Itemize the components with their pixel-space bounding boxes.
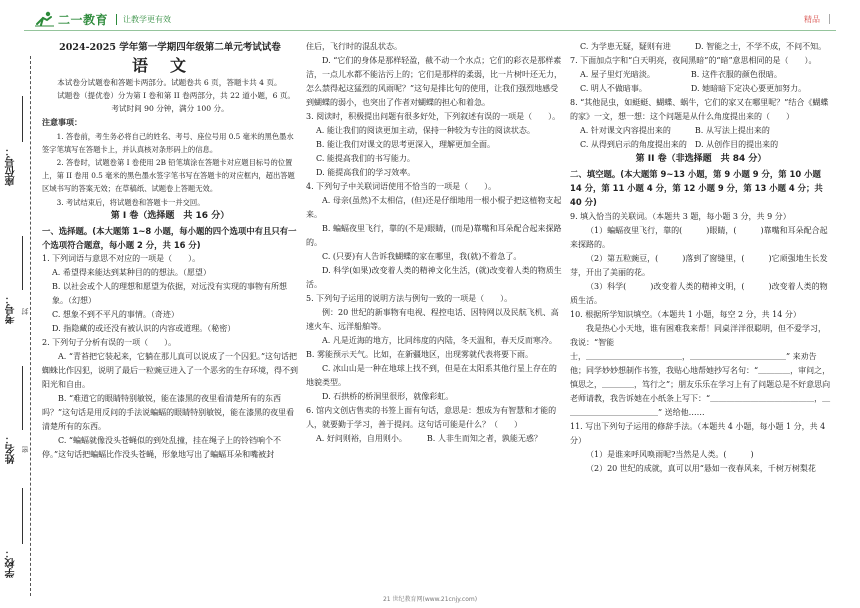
column-2 bbox=[306, 40, 564, 446]
section-2-heading: 第 II 卷（非选择题 共 84 分） bbox=[635, 154, 767, 164]
column-3 bbox=[570, 40, 832, 476]
q11-item-2: （2）20 世纪的成就，真可以用“悬如一夜春风来，千树万树梨花 bbox=[586, 463, 816, 473]
seat-number-label: 座位号： bbox=[6, 146, 17, 186]
seal-mark-feng: 封 bbox=[21, 308, 29, 315]
question-2: 2. 下列句子分析有误的一项（ ）。 bbox=[42, 338, 177, 348]
badge-divider bbox=[829, 14, 830, 24]
name-label: 姓名： bbox=[6, 434, 17, 464]
question-10: 10. 根据所学知识填空。（本题共 1 小题，每空 2 分，共 14 分） bbox=[570, 309, 801, 319]
q10-item-2: 士，＿＿＿＿＿＿＿＿＿＿＿＿，＿＿＿＿＿＿＿＿＿＿＿＿” 来劝告他；同学妙妙想制作书签，我贴心地帮她抄写名句：“＿＿＿＿，审问之，慎思之，＿＿＿＿，笃行之”；朋友乐乐在学习上有了问题总是不好意思向老师请教，我告诉她在小纸条上写下：“＿＿＿＿＿＿＿＿＿＿＿＿＿，＿＿＿＿＿＿＿＿＿＿＿＿” 送给他…… bbox=[570, 351, 831, 417]
question-4: 4. 下列句子中关联词语使用不恰当的一项是（ ）。 bbox=[306, 182, 497, 191]
exam-title: 2024-2025 学年第一学期四年级第二单元考试试卷 bbox=[59, 42, 281, 53]
exam-time-line: 考试时间 90 分钟，满分 100 分。 bbox=[111, 104, 229, 114]
q3-option-a: A. 能让我们的阅读更加主动，保持一种较为专注的阅读状态。 bbox=[316, 126, 535, 135]
q2-option-c-tail: 住后，飞行时的混乱状态。 bbox=[306, 42, 402, 51]
q7-option-cd: C. 明人不做暗事。 D. 她暗暗下定决心要更加努力。 bbox=[580, 84, 807, 93]
q1-option-b: B. 以社会或个人的理想和愿望为依据，对远没有实现的事物有所想象。（幻想） bbox=[52, 282, 287, 306]
exam-number-blank[interactable] bbox=[22, 236, 23, 290]
q5-example: 例：20 世纪的新事物有电视、程控电话、因特网以及民航飞机、高速火车、远洋船舶等。 bbox=[306, 308, 559, 331]
q9-item-1: （1）蝙蝠夜里飞行，靠的( )眼睛，( )靠嘴和耳朵配合起来探路的。 bbox=[570, 225, 828, 249]
note-item: 1. 答卷前，考生务必将自己的姓名、考号、座位号用 0.5 毫米的黑色墨水签字笔填写在答题卡上，并认真核对条形码上的信息。 bbox=[42, 131, 294, 154]
logo-slogan: 让教学更有效 bbox=[116, 14, 171, 25]
header-rule bbox=[24, 30, 836, 31]
seat-number-blank[interactable] bbox=[22, 96, 23, 142]
binding-margin bbox=[0, 36, 36, 596]
q8-option-cd: C. 从得到启示的角度提出来的 D. 从创作目的提出来的 bbox=[580, 140, 779, 149]
q9-item-3: （3）科学( )改变着人类的精神文明，( )改变着人类的物质生活。 bbox=[570, 281, 828, 305]
q8-option-ab: A. 针对课文内容提出来的 B. 从写法上提出来的 bbox=[580, 126, 770, 135]
q5-option-d: D. 石拱桥的桥洞里很形，就像彩虹。 bbox=[322, 392, 454, 401]
question-3: 3. 阅读时，积极提出问题有很多好处，下列叙述有误的一项是（ ）。 bbox=[306, 112, 561, 121]
q3-option-d: D. 能提高我们的学习效率。 bbox=[316, 168, 416, 177]
q1-option-c: C. 想象不到不平凡的事情。（奇迹） bbox=[52, 310, 179, 320]
name-blank[interactable] bbox=[22, 366, 23, 430]
q9-item-2: （2）第五粒豌豆，( )落到了窗缝里，( )它顽强地生长发芽，开出了美丽的花。 bbox=[570, 253, 828, 277]
exam-number-label: 考号： bbox=[6, 294, 17, 324]
school-label: 学校： bbox=[6, 548, 17, 578]
subject-title: 语文 bbox=[131, 56, 208, 75]
q5-option-ab: A. 凡是近海的地方，比同纬度的内陆，冬天温和，春天反而寒冷。B. 雾能预示天气。比如，在新疆地区，出现雾就代表将要下雨。 bbox=[306, 336, 557, 359]
question-1: 1. 下列词语与意思不对应的一项是（ ）。 bbox=[42, 254, 201, 264]
fill-heading: 二、填空题。(本大题第 9~13 小题，第 9 小题 9 分，第 10 小题 14 分，第 11 小题 4 分，第 12 小题 9 分，第 13 小题 4 分；共 40 分) bbox=[570, 169, 823, 208]
logo bbox=[34, 10, 171, 28]
q3-option-c: C. 能提高我们的书写能力。 bbox=[316, 154, 415, 163]
q4-option-a: A. 母亲(虽然)不太相信，(但)还是仔细地用一根小棍子把这植物支起来。 bbox=[306, 196, 562, 219]
question-11: 11. 写出下列句子运用的修辞手法。（本题共 4 小题，每小题 1 分，共 4 分） bbox=[570, 421, 826, 445]
logo-name: 二一教育 bbox=[58, 12, 109, 27]
question-9: 9. 填入恰当的关联词。（本题共 3 题，每小题 3 分，共 9 分） bbox=[570, 211, 791, 221]
school-blank[interactable] bbox=[22, 488, 23, 544]
q5-option-c: C. 冰山山是一种在地球上找不到，但是在太阳系其他行星上存在的地貌类型。 bbox=[306, 364, 557, 387]
q6-option-ab: A. 好问则裕，自用则小。 B. 人非生而知之者，孰能无惑？ bbox=[316, 434, 542, 443]
q3-option-b: B. 能让我们对课文的思考更深入，理解更加全面。 bbox=[316, 140, 495, 149]
q4-option-b: B. 蝙蝠夜里飞行，靠的(不是)眼睛，(而是)靠嘴和耳朵配合起来探路的。 bbox=[306, 224, 562, 247]
q1-option-d: D. 指隐藏的或还没有被认识的内容或道理。（秘密） bbox=[52, 324, 236, 334]
choice-heading: 一、选择题。(本大题第 1~8 小题，每小题的四个选项中有且只有一个选项符合题意，每小题 2 分，共 16 分) bbox=[42, 225, 297, 251]
q2-option-c: C. “蝙蝠就像没头苍蝇似的到处乱撞，挂在绳子上的铃铛响个不停。”这句话把蝙蝠比作没头苍蝇，形象地写出了蝙蝠耳朵和嘴被封 bbox=[42, 436, 282, 460]
section-1-heading: 第 I 卷（选择题 共 16 分） bbox=[110, 210, 230, 221]
column-1 bbox=[42, 40, 298, 462]
seal-mark-mi: 密 bbox=[21, 446, 29, 453]
page-footer: 21 世纪教育网(www.21cnjy.com) bbox=[382, 596, 478, 603]
note-item: 3. 考试结束后，将试题卷和答题卡一并交回。 bbox=[56, 197, 205, 207]
q4-option-c: C. (只要)有人告诉我蝴蝶的家在哪里，我(就)不着急了。 bbox=[322, 252, 522, 261]
quality-badge: 精品 bbox=[804, 15, 820, 24]
q2-option-a: A. “青苔把它装起来，它躺在那儿真可以说成了一个囚犯。”这句话把蜘蛛比作囚犯，说明了最后一粒豌豆进入了一个恶劣的生存环境，得不到阳光和自由。 bbox=[42, 352, 298, 390]
q2-option-b: B. “难道它的眼睛特别敏锐，能在漆黑的夜里看清楚所有的东西吗？”这句话是用反问的手法说蝙蝠的眼睛特别敏锐，能在漆黑的夜里看清楚所有的东西。 bbox=[42, 394, 295, 432]
question-8: 8. “其他昆虫，如蜓蜓、蝴蝶、蜗牛，它们的家又在哪里呢？”结合《蝴蝶的家》一文，想一想：这个问题是从什么角度提出来的（ ） bbox=[570, 98, 829, 121]
question-5: 5. 下列句子运用的说明方法与例句一致的一项是（ ）。 bbox=[306, 294, 513, 303]
q1-option-a: A. 希望得来能达到某种目的的想法。（愿望） bbox=[52, 268, 211, 278]
runner-logo-icon bbox=[34, 11, 56, 27]
note-item: 2. 答卷时，试题卷第 I 卷使用 2B 铅笔填涂在答题卡对应题目标号的位置上，第 II 卷用 0.5 毫米的黑色墨水签字笔书写在答题卡的对应框内，超出答题区域书写的答案无效；在草稿纸、试题卷上答题无效。 bbox=[42, 158, 295, 194]
notes-heading: 注意事项： bbox=[42, 117, 82, 127]
q4-option-d: D. 科学(如果)改变着人类的精神文化生活，(就)改变着人类的物质生活。 bbox=[306, 266, 562, 289]
q7-option-ab: A. 屋子里灯光暗淡。 B. 这件衣服的颜色很暗。 bbox=[580, 70, 782, 79]
q11-item-1: （1）是谁来呼风唤雨呢?当然是人类。( ) bbox=[586, 449, 754, 459]
q6-option-cd: C. 为学患无疑，疑则有进 D. 智能之士，不学不成，不问不知。 bbox=[580, 42, 827, 51]
q10-item-1: 我是热心小天地，谁有困难我来帮！同桌洋洋很聪明，但不爱学习，我说：“智能 bbox=[570, 323, 826, 347]
exam-info-line: 本试卷分试题卷和答题卡两部分。试题卷共 6 页，答题卡共 4 页。 bbox=[57, 78, 282, 87]
seal-line bbox=[30, 56, 31, 596]
q2-option-d: D. “它们的身体是那样轻盈，截不动一个水点；它们的彩衣是那样素洁，一点儿水都不能沾污上的；它们是那样的柔弱，比一片树叶还无力，怎么禁得起这猛烈的风雨呢？”这句是排比句的使用，让我们强烈地感受到蝴蝶的弱小，也突出了作者对蝴蝶的担心和着急。 bbox=[306, 56, 562, 107]
question-7: 7. 下面加点字和“白天明亮，夜间黑暗”的“暗”意思相同的是（ ）。 bbox=[570, 56, 817, 65]
question-6: 6. 馆内文创店售卖的书签上面有句话，意思是：想成为有智慧和才能的人，就要勤于学习，善于提问。这句话可能是什么？（ ） bbox=[306, 406, 557, 429]
header-bar bbox=[0, 0, 860, 36]
exam-info-line: 试题卷（提优卷）分为第 I 卷和第 II 卷两部分，共 22 道小题，6 页。 bbox=[57, 91, 296, 101]
